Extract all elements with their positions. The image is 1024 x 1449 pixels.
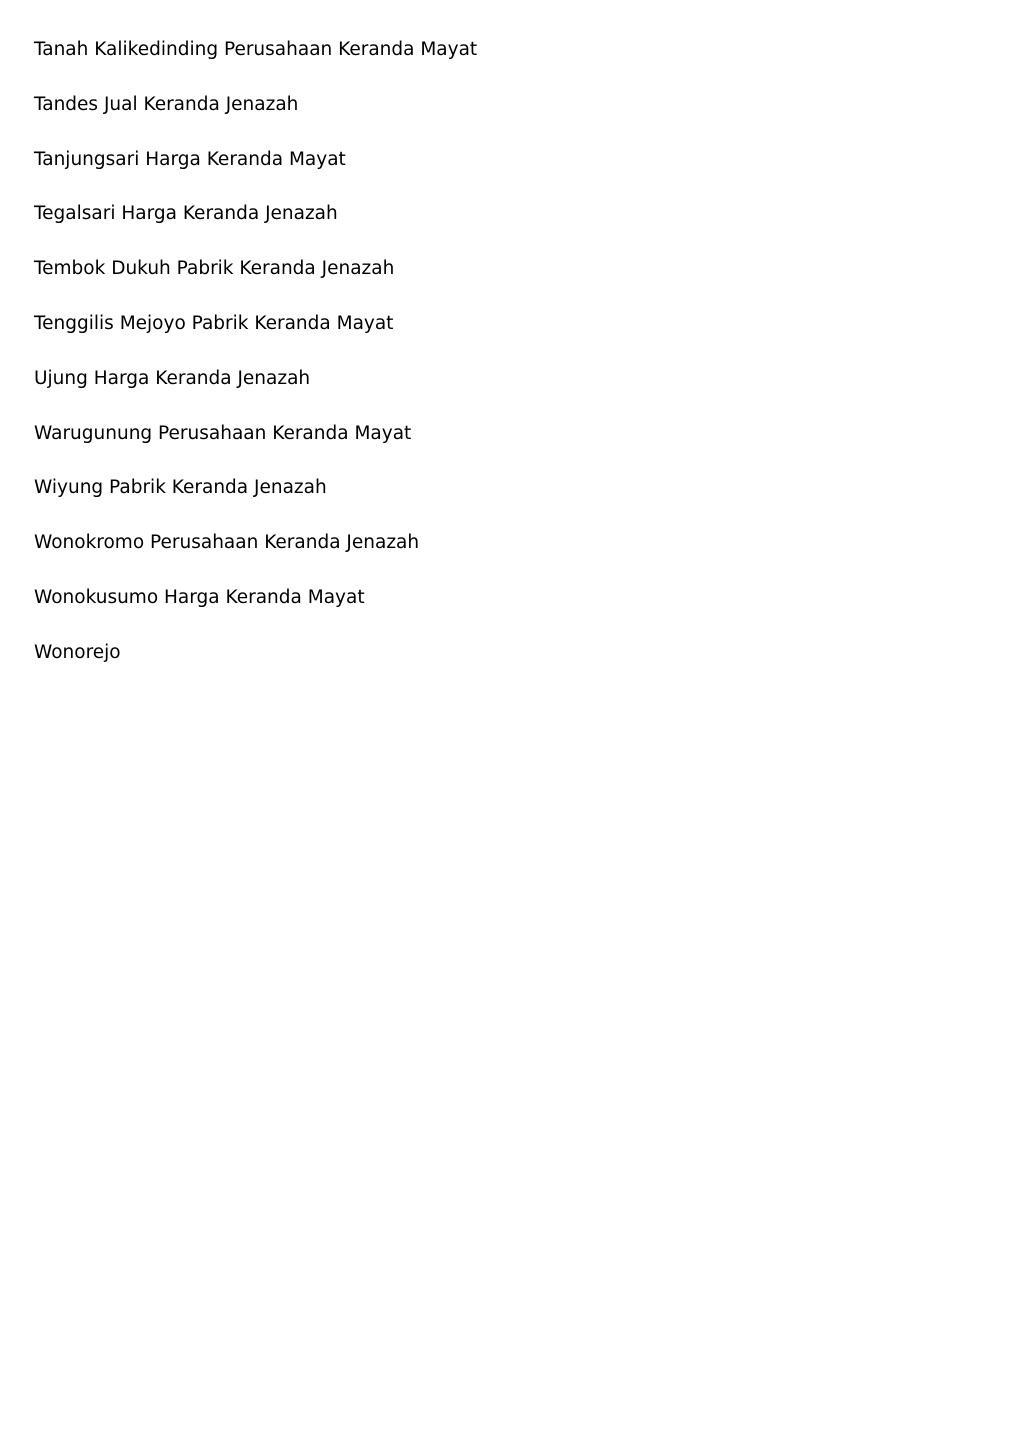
text-line: Wonokromo Perusahaan Keranda Jenazah bbox=[34, 532, 420, 554]
text-line: Wonokusumo Harga Keranda Mayat bbox=[34, 586, 365, 608]
text-line: Tanjungsari Harga Keranda Mayat bbox=[34, 148, 346, 170]
text-line: Tandes Jual Keranda Jenazah bbox=[34, 93, 299, 115]
text-line: Tegalsari Harga Keranda Jenazah bbox=[34, 203, 338, 225]
text-line-list bbox=[34, 37, 477, 695]
text-line: Wonorejo bbox=[34, 641, 121, 663]
text-line: Wiyung Pabrik Keranda Jenazah bbox=[34, 477, 327, 499]
text-line: Tembok Dukuh Pabrik Keranda Jenazah bbox=[34, 258, 395, 280]
text-line: Ujung Harga Keranda Jenazah bbox=[34, 367, 311, 389]
text-line: Tanah Kalikedinding Perusahaan Keranda Mayat bbox=[34, 39, 478, 60]
text-line: Warugunung Perusahaan Keranda Mayat bbox=[34, 422, 412, 444]
text-line: Tenggilis Mejoyo Pabrik Keranda Mayat bbox=[34, 312, 394, 334]
